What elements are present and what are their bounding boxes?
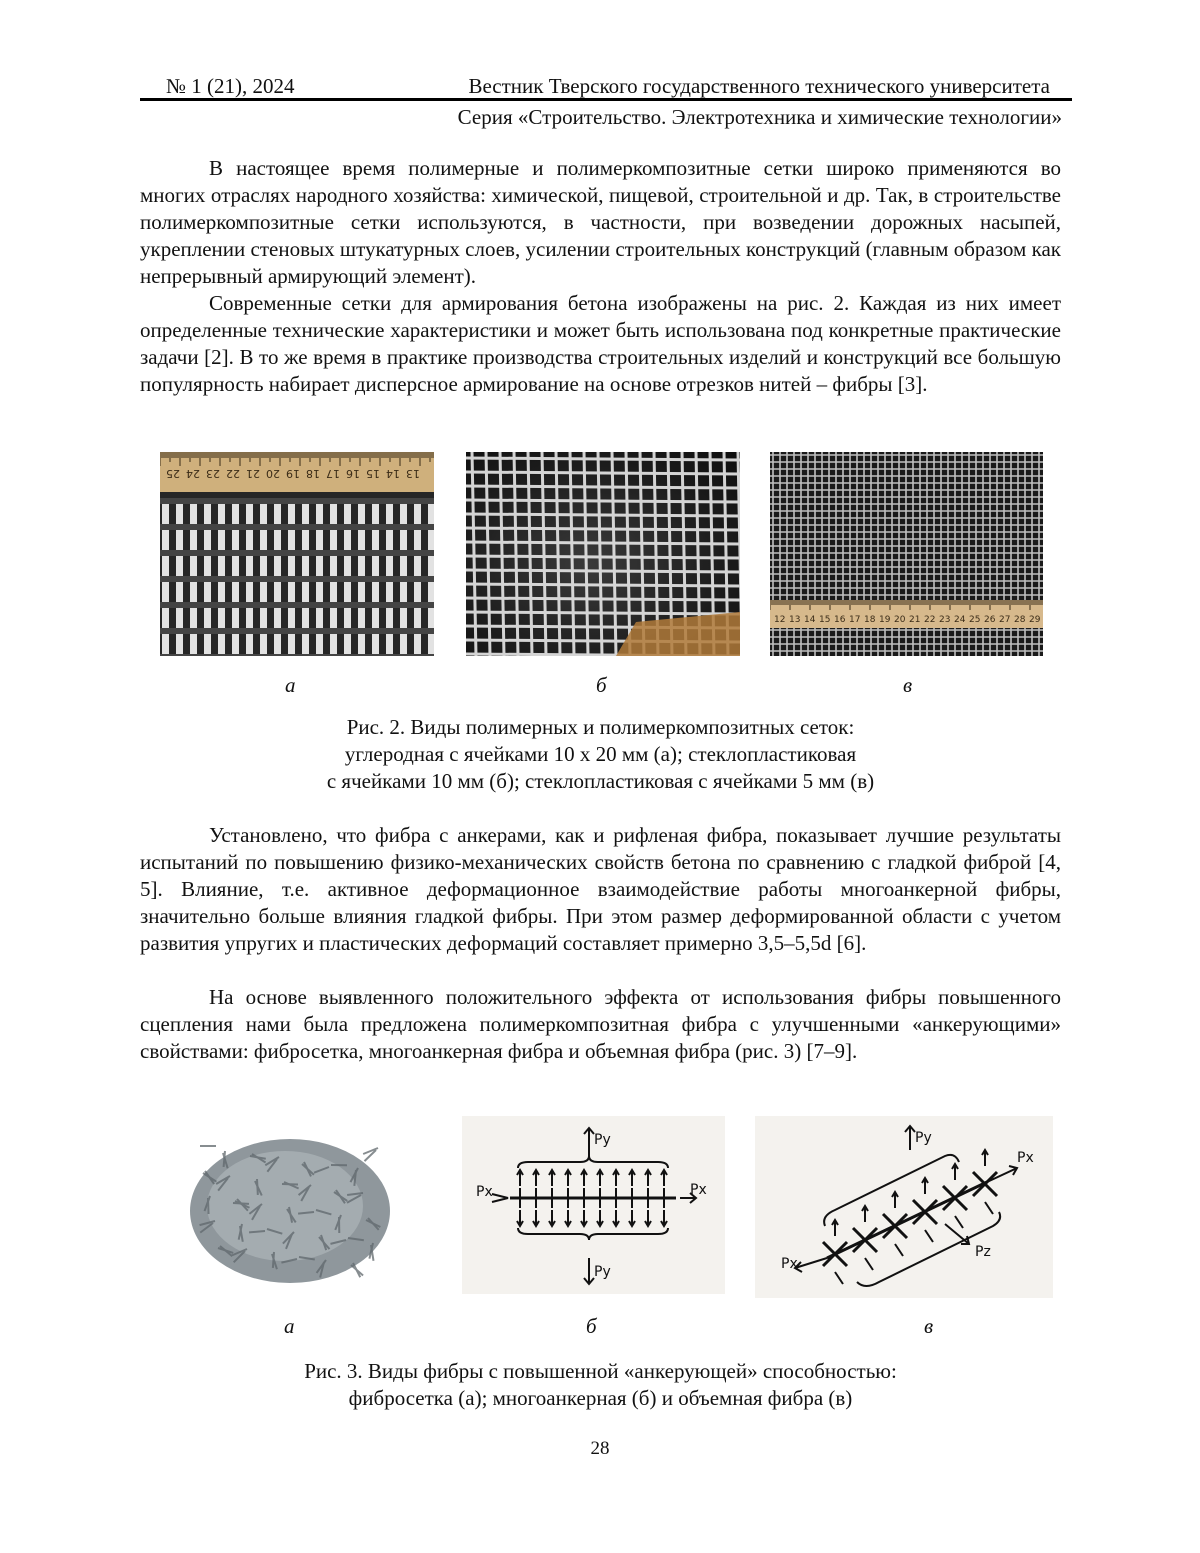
figure3-caption <box>140 1358 1061 1412</box>
paragraph-4: На основе выявленного положительного эффекта от использования фибры повышенного сцепления нами была предложена полимеркомпозитная фибра с улучшенными «анкерующими» свойствами: фибросетка, многоанкерная фибра и объемная фибра (рис. 3) [7–9]. <box>140 984 1061 1065</box>
ruler-tick-label: 23 <box>939 615 950 625</box>
ruler-tick-label: 25 <box>166 467 180 480</box>
ruler-tick-label: 22 <box>226 467 240 480</box>
ruler-tick-label: 23 <box>206 467 220 480</box>
ruler-tick-label: 24 <box>954 615 966 625</box>
px-label-right: Px <box>1017 1150 1034 1166</box>
volumetric-fiber-diagram <box>755 1116 1053 1298</box>
py-label: Py <box>915 1130 932 1146</box>
ruler-tick-label: 14 <box>386 467 400 480</box>
carbon-mesh-photo <box>160 452 434 656</box>
paragraph-1: В настоящее время полимерные и полимеркомпозитные сетки широко применяются во многих отраслях народного хозяйства: химической, пищевой, строительной и др. Так, в строительстве полимеркомпозитные сетки используются, в частности, при возведении дорожных насыпей, укреплении стеновых штукатурных слоев, усилении строительных конструкций (главным образом как непрерывный армирующий элемент). <box>140 155 1061 290</box>
pz-label: Pz <box>975 1244 991 1260</box>
journal-title: Вестник Тверского государственного технического университета <box>468 74 1072 99</box>
ruler-tick-label: 16 <box>346 467 360 480</box>
ruler-tick-label: 13 <box>406 467 420 480</box>
ruler-tick-label: 21 <box>909 615 920 625</box>
ruler-tick-label: 22 <box>924 615 935 625</box>
page-number: 28 <box>0 1438 1200 1460</box>
ruler-tick-label: 17 <box>326 467 340 480</box>
paragraph-2: Современные сетки для армирования бетона изображены на рис. 2. Каждая из них имеет определенные технические характеристики и может быть использована под конкретные практические задачи [2]. В то же время в практике производства строительных изделий и конструкций все большую популярность набирает дисперсное армирование на основе отрезков нитей – фибры [3]. <box>140 290 1061 398</box>
running-header <box>140 74 1072 99</box>
fiberglass-mesh-5mm-photo <box>770 452 1043 656</box>
series-title: Серия «Строительство. Электротехника и химические технологии» <box>140 105 1072 130</box>
ruler-tick-label: 19 <box>286 467 300 480</box>
ruler-tick-label: 15 <box>819 615 830 625</box>
figure2-caption <box>140 714 1061 795</box>
ruler-tick-label: 28 <box>1014 615 1026 625</box>
ruler-tick-label: 21 <box>246 467 260 480</box>
ruler-tick-label: 20 <box>266 467 280 480</box>
ruler-tick-label: 18 <box>306 467 320 480</box>
ruler-tick-label: 17 <box>849 615 860 625</box>
ruler-tick-label: 25 <box>969 615 980 625</box>
issue-number: № 1 (21), 2024 <box>140 74 295 99</box>
figure2-caption-line: с ячейками 10 мм (б); стеклопластиковая с ячейками 5 мм (в) <box>140 768 1061 795</box>
fig3-label-c: в <box>924 1314 933 1339</box>
fig2-label-b: б <box>596 673 607 698</box>
multi-anchor-fiber-diagram <box>462 1116 725 1294</box>
py-label-bottom: Py <box>594 1264 611 1280</box>
fiberglass-mesh-10mm-photo <box>466 452 740 656</box>
ruler-tick-label: 14 <box>804 615 816 625</box>
ruler-tick-label: 15 <box>366 467 380 480</box>
ruler-tick-label: 18 <box>864 615 876 625</box>
ruler-tick-label: 26 <box>984 615 996 625</box>
paragraph-3: Установлено, что фибра с анкерами, как и рифленая фибра, показывает лучшие результаты испытаний по повышению физико-механических свойств бетона по сравнению с гладкой фиброй [4, 5]. Влияние, т.е. активное деформационное взаимодействие работы многоанкерной фибры, значительно больше влияния гладкой фибры. При этом размер деформированной области с учетом развития упругих и пластических деформаций составляет примерно 3,5–5,5d [6]. <box>140 822 1061 957</box>
figure3-caption-line: Рис. 3. Виды фибры с повышенной «анкерующей» способностью: <box>140 1358 1061 1385</box>
fig3-label-a: а <box>284 1314 295 1339</box>
ruler-tick-label: 12 <box>774 615 785 625</box>
header-rule <box>140 98 1072 101</box>
fig3-label-b: б <box>586 1314 597 1339</box>
fig2-label-a: а <box>285 673 296 698</box>
ruler-tick-label: 16 <box>834 615 846 625</box>
py-label-top: Py <box>594 1132 611 1148</box>
figure2-caption-line: углеродная с ячейками 10 х 20 мм (а); стеклопластиковая <box>140 741 1061 768</box>
ruler-tick-label: 13 <box>789 615 800 625</box>
ruler-tick-label: 19 <box>879 615 891 625</box>
fiber-mesh-photo <box>185 1116 395 1294</box>
fig2-label-c: в <box>903 673 912 698</box>
px-label-left: Px <box>476 1184 493 1200</box>
ruler-tick-label: 24 <box>186 467 200 480</box>
px-label-right: Px <box>690 1182 707 1198</box>
px-label-left: Px <box>781 1256 798 1272</box>
ruler-tick-label: 20 <box>894 615 906 625</box>
ruler-tick-label: 27 <box>999 615 1010 625</box>
ruler-tick-label: 29 <box>1029 615 1041 625</box>
figure3-caption-line: фибросетка (а); многоанкерная (б) и объемная фибра (в) <box>140 1385 1061 1412</box>
figure2-caption-line: Рис. 2. Виды полимерных и полимеркомпозитных сеток: <box>140 714 1061 741</box>
